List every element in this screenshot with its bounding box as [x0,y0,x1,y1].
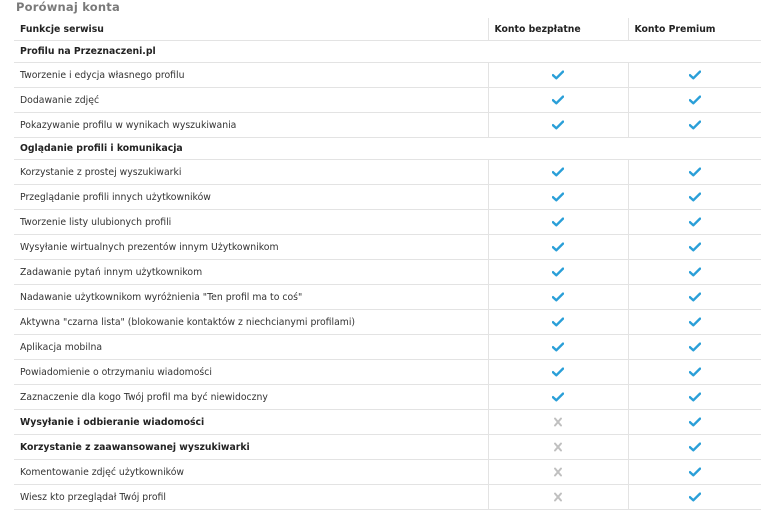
feature-label: Korzystanie z prostej wyszukiwarki [14,160,488,185]
table-row [14,335,761,360]
free-account-cell [488,160,628,185]
table-row [14,210,761,235]
check-icon [552,120,564,130]
feature-label: Komentowanie zdjęć użytkowników [14,460,488,485]
table-row [14,160,761,185]
check-icon [689,267,701,277]
check-icon [552,167,564,177]
check-icon [689,367,701,377]
check-icon [689,467,701,477]
feature-label: Tworzenie listy ulubionych profili [14,210,488,235]
premium-account-cell [628,63,761,88]
check-icon [552,367,564,377]
table-row [14,460,761,485]
page-title: Porównaj konta [16,0,120,14]
free-account-cell [488,260,628,285]
feature-label: Przeglądanie profili innych użytkowników [14,185,488,210]
cross-icon [552,492,564,502]
header-premium-account: Konto Premium [628,18,761,41]
table-row [14,385,761,410]
check-icon [552,317,564,327]
premium-account-cell [628,285,761,310]
header-free-account: Konto bezpłatne [488,18,628,41]
premium-account-cell [628,485,761,510]
free-account-cell [488,210,628,235]
premium-account-cell [628,88,761,113]
free-account-cell [488,360,628,385]
table-row [14,185,761,210]
section-row [14,138,761,160]
premium-account-cell [628,113,761,138]
feature-label: Zaznaczenie dla kogo Twój profil ma być niewidoczny [14,385,488,410]
table-row [14,435,761,460]
free-account-cell [488,410,628,435]
feature-label: Aktywna "czarna lista" (blokowanie kontaktów z niechcianymi profilami) [14,310,488,335]
feature-label: Tworzenie i edycja własnego profilu [14,63,488,88]
table-body [14,41,761,510]
premium-account-cell [628,260,761,285]
free-account-cell [488,335,628,360]
feature-label: Wiesz kto przeglądał Twój profil [14,485,488,510]
feature-label: Korzystanie z zaawansowanej wyszukiwarki [14,435,488,460]
premium-account-cell [628,210,761,235]
table-row [14,310,761,335]
free-account-cell [488,113,628,138]
check-icon [689,217,701,227]
check-icon [552,70,564,80]
free-account-cell [488,385,628,410]
premium-account-cell [628,310,761,335]
free-account-cell [488,460,628,485]
check-icon [689,342,701,352]
free-account-cell [488,310,628,335]
check-icon [552,292,564,302]
premium-account-cell [628,460,761,485]
free-account-cell [488,185,628,210]
premium-account-cell [628,235,761,260]
check-icon [552,392,564,402]
free-account-cell [488,485,628,510]
table-row [14,235,761,260]
check-icon [689,192,701,202]
feature-label: Pokazywanie profilu w wynikach wyszukiwania [14,113,488,138]
check-icon [552,95,564,105]
check-icon [689,392,701,402]
premium-account-cell [628,185,761,210]
feature-label: Aplikacja mobilna [14,335,488,360]
cross-icon [552,442,564,452]
check-icon [552,267,564,277]
feature-label: Powiadomienie o otrzymaniu wiadomości [14,360,488,385]
premium-account-cell [628,335,761,360]
table-row [14,88,761,113]
cross-icon [552,467,564,477]
table-row [14,485,761,510]
section-title: Oglądanie profili i komunikacja [14,138,761,160]
header-features: Funkcje serwisu [14,18,488,41]
check-icon [552,242,564,252]
check-icon [689,242,701,252]
premium-account-cell [628,435,761,460]
feature-label: Wysyłanie wirtualnych prezentów innym Użytkownikom [14,235,488,260]
section-title: Profilu na Przeznaczeni.pl [14,41,761,63]
check-icon [552,192,564,202]
premium-account-cell [628,160,761,185]
check-icon [552,217,564,227]
check-icon [689,167,701,177]
free-account-cell [488,435,628,460]
premium-account-cell [628,410,761,435]
feature-label: Zadawanie pytań innym użytkownikom [14,260,488,285]
check-icon [689,70,701,80]
free-account-cell [488,63,628,88]
check-icon [689,120,701,130]
table-header-row [14,18,761,41]
section-row [14,41,761,63]
table-row [14,285,761,310]
check-icon [689,492,701,502]
check-icon [689,292,701,302]
free-account-cell [488,285,628,310]
table-row [14,113,761,138]
table-row [14,63,761,88]
free-account-cell [488,235,628,260]
table-row [14,260,761,285]
comparison-table [14,18,761,510]
table-row [14,410,761,435]
premium-account-cell [628,360,761,385]
check-icon [552,342,564,352]
free-account-cell [488,88,628,113]
check-icon [689,95,701,105]
feature-label: Nadawanie użytkownikom wyróżnienia "Ten profil ma to coś" [14,285,488,310]
check-icon [689,442,701,452]
table-row [14,360,761,385]
premium-account-cell [628,385,761,410]
check-icon [689,317,701,327]
feature-label: Wysyłanie i odbieranie wiadomości [14,410,488,435]
check-icon [689,417,701,427]
feature-label: Dodawanie zdjęć [14,88,488,113]
cross-icon [552,417,564,427]
